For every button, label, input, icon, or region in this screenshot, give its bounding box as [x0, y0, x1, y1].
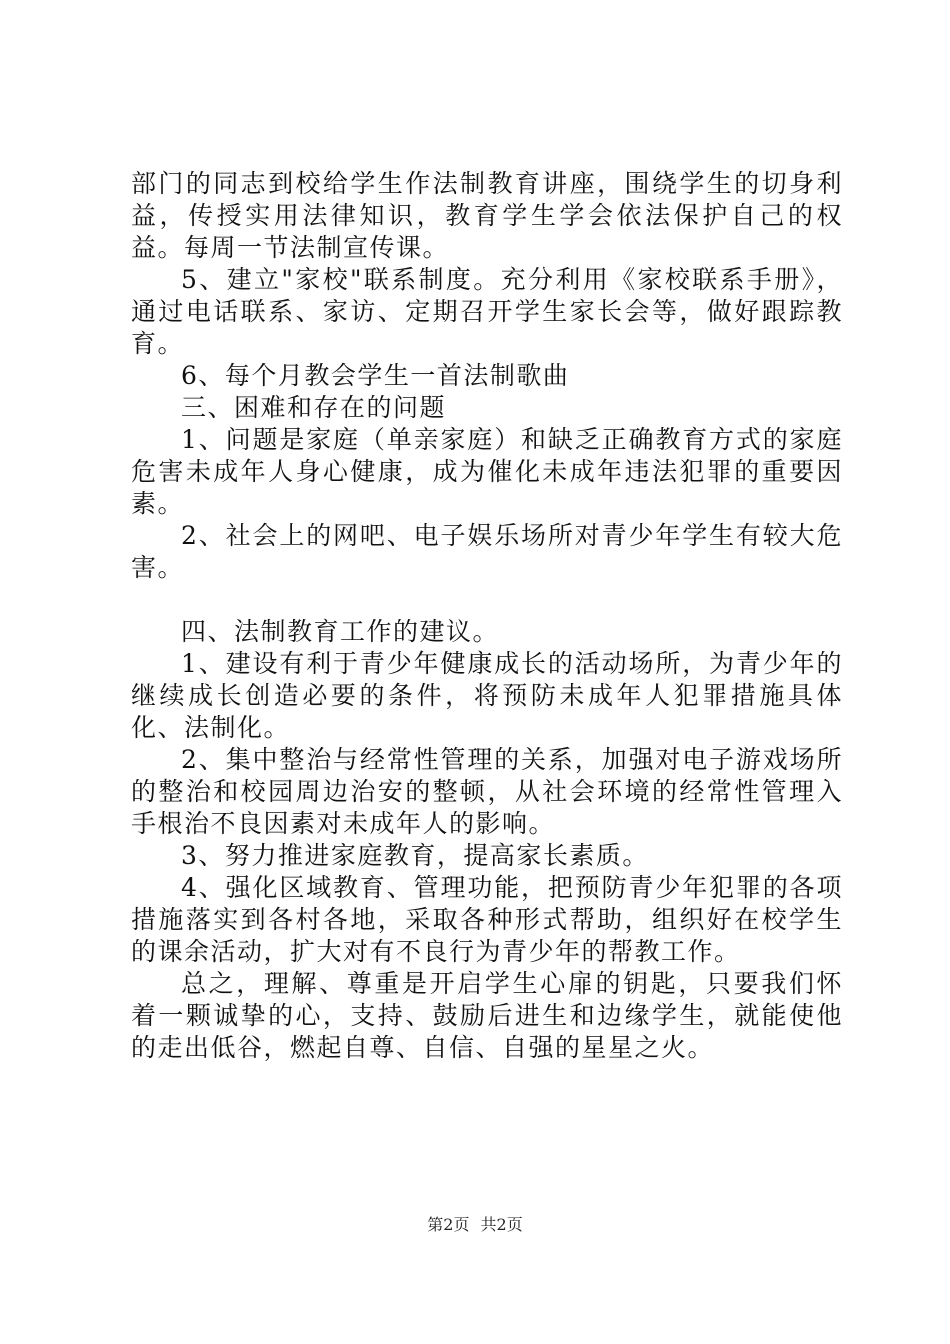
page-number: 第2页	[427, 1215, 470, 1234]
paragraph-conclusion: 总之，理解、尊重是开启学生心扉的钥匙，只要我们怀着一颗诚挚的心，支持、鼓励后进生和边缘学生，就能使他的走出低谷，燃起自尊、自信、自强的星星之火。	[131, 969, 843, 1062]
paragraph-suggestion-3: 3、努力推进家庭教育，提高家长素质。	[181, 841, 649, 870]
paragraph-suggestion-2: 2、集中整治与经常性管理的关系，加强对电子游戏场所的整治和校园周边治安的整顿，从社会环境的经常性管理入手根治不良因素对未成年人的影响。	[131, 745, 843, 838]
section-heading-4: 四、法制教育工作的建议。	[181, 617, 500, 646]
paragraph-problem-2: 2、社会上的网吧、电子娱乐场所对青少年学生有较大危害。	[131, 521, 843, 582]
paragraph-item-6: 6、每个月教会学生一首法制歌曲	[181, 361, 570, 390]
paragraph-suggestion-4: 4、强化区域教育、管理功能，把预防青少年犯罪的各项措施落实到各村各地，采取各种形式帮助，组织好在校学生的课余活动，扩大对有不良行为青少年的帮教工作。	[131, 873, 843, 966]
paragraph-item-5: 5、建立"家校"联系制度。充分利用《家校联系手册》，通过电话联系、家访、定期召开学生家长会等，做好跟踪教育。	[131, 265, 843, 358]
page-footer	[0, 1215, 950, 1235]
paragraph-continuation: 部门的同志到校给学生作法制教育讲座，围绕学生的切身利益，传授实用法律知识，教育学生学会依法保护自己的权益。每周一节法制宣传课。	[131, 169, 843, 262]
paragraph-problem-1: 1、问题是家庭（单亲家庭）和缺乏正确教育方式的家庭危害未成年人身心健康，成为催化未成年违法犯罪的重要因素。	[131, 425, 843, 518]
document-body	[131, 168, 843, 1064]
page-total: 共2页	[480, 1215, 523, 1234]
section-heading-3: 三、困难和存在的问题	[181, 393, 447, 422]
paragraph-suggestion-1: 1、建设有利于青少年健康成长的活动场所，为青少年的继续成长创造必要的条件，将预防未成年人犯罪措施具体化、法制化。	[131, 649, 843, 742]
